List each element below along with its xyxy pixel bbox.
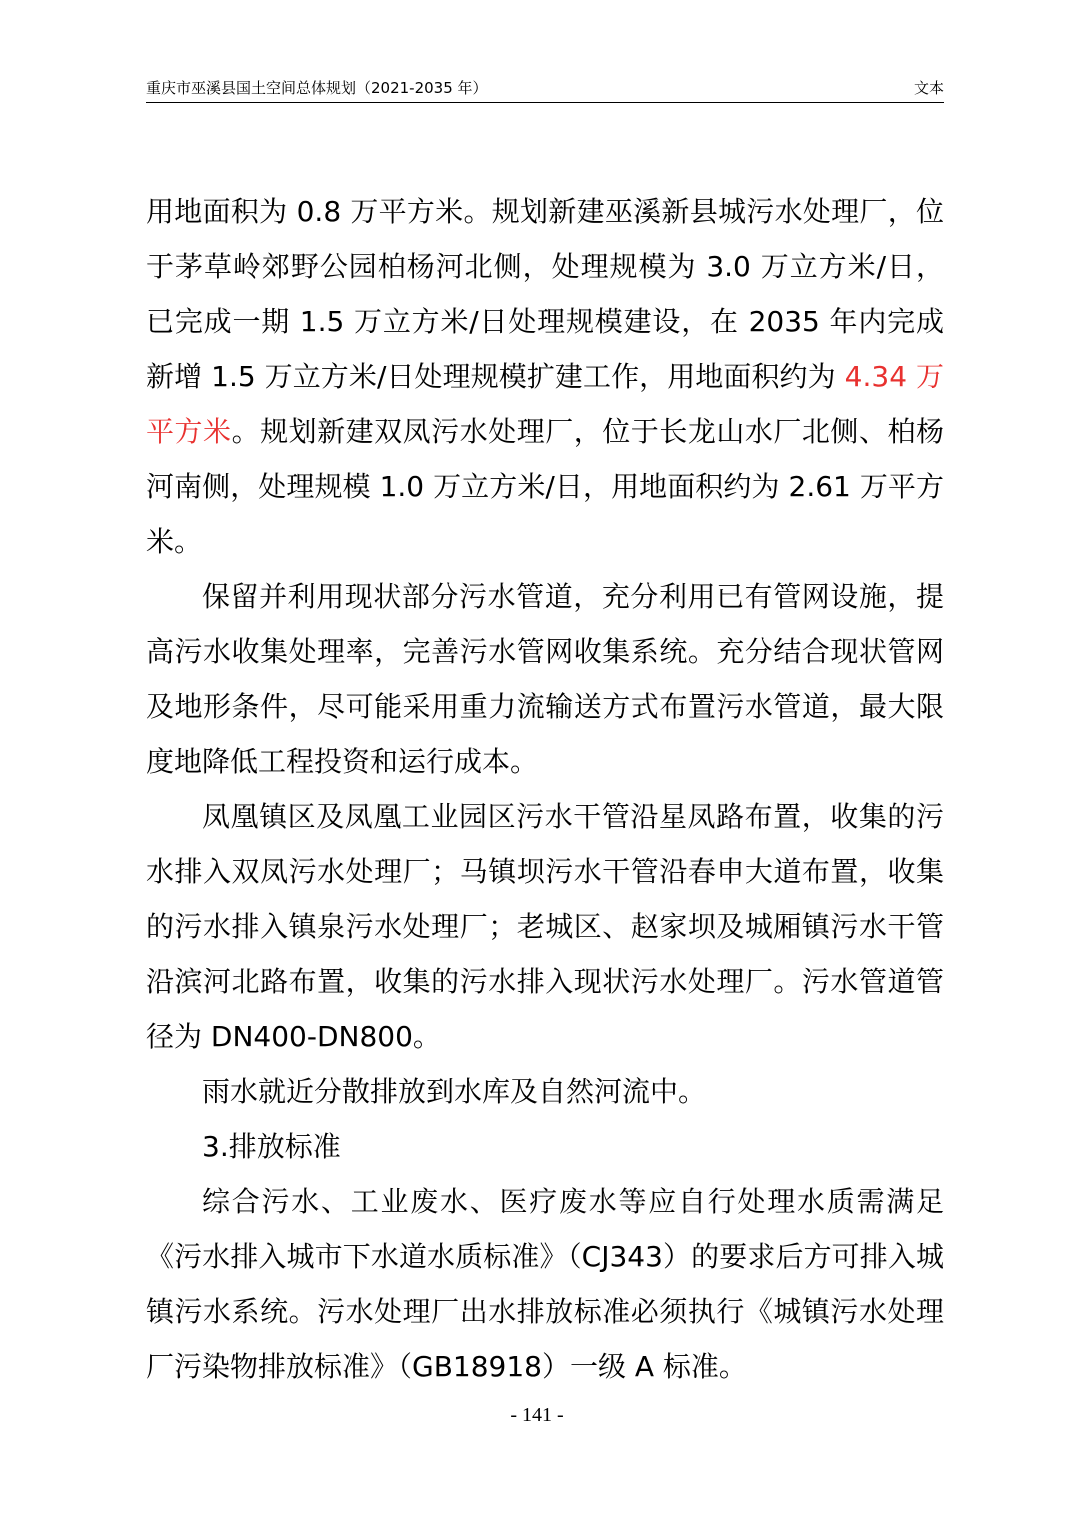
highlighted-area-value: 4.34 万平方米 [146,360,944,448]
paragraph-rainwater: 雨水就近分散排放到水库及自然河流中。 [202,1075,707,1108]
page-number: - 141 - [510,1404,564,1426]
body-text [146,184,944,1394]
paragraph-continued [146,184,944,569]
paragraph-text: 用地面积为 0.8 万平方米。规划新建巫溪新县城污水处理厂，位于茅草岭郊野公园柏杨河北侧，处理规模为 3.0 万立方米/日，已完成一期 1.5 万立方米/日处理规模建设，在 2035 年内完成新增 1.5 万立方米/日处理规模扩建工作，用地面积约为 [146,195,944,393]
paragraph-trunk-sewers: 凤凰镇区及凤凰工业园区污水干管沿星凤路布置，收集的污水排入双凤污水处理厂；马镇坝污水干管沿春申大道布置，收集的污水排入镇泉污水处理厂；老城区、赵家坝及城厢镇污水干管沿滨河北路布置，收集的污水排入现状污水处理厂。污水管道管径为 DN400-DN800。 [146,800,944,1053]
paragraph-pipe-network: 保留并利用现状部分污水管道，充分利用已有管网设施，提高污水收集处理率，完善污水管网收集系统。充分结合现状管网及地形条件，尽可能采用重力流输送方式布置污水管道，最大限度地降低工程投资和运行成本。 [146,580,944,778]
section-heading: 3.排放标准 [202,1130,341,1163]
section-label: 文本 [913,79,944,97]
paragraph-text: 。规划新建双凤污水处理厂，位于长龙山水厂北侧、柏杨河南侧，处理规模 1.0 万立方米/日，用地面积约为 2.61 万平方米。 [146,415,944,558]
paragraph-discharge-standards: 综合污水、工业废水、医疗废水等应自行处理水质需满足《污水排入城市下水道水质标准》（CJ343）的要求后方可排入城镇污水系统。污水处理厂出水排放标准必须执行《城镇污水处理厂污染物排放标准》（GB18918）一级 A 标准。 [146,1185,944,1383]
document-title: 重庆市巫溪县国土空间总体规划（2021-2035 年） [146,79,488,97]
page-header [146,74,944,103]
